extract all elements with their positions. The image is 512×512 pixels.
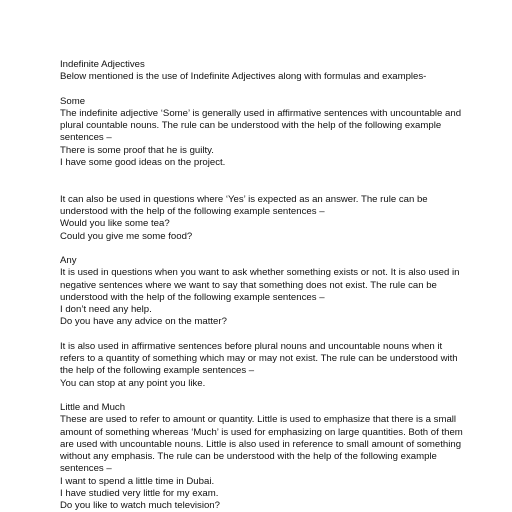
paragraph-line: amount of something whereas ‘Much’ is used for emphasizing on large quantities. Both of them — [60, 427, 463, 438]
example-sentence: Do you have any advice on the matter? — [60, 316, 227, 327]
paragraph-line: plural countable nouns. The rule can be understood with the help of the following example — [60, 120, 442, 131]
example-sentence: I don’t need any help. — [60, 304, 152, 315]
paragraph-line: understood with the help of the following example sentences – — [60, 206, 325, 217]
paragraph-line: It is used in questions when you want to ask whether something exists or not. It is also used in — [60, 267, 460, 278]
paragraph-line: without any emphasis. The rule can be understood with the help of the following example — [60, 451, 437, 462]
paragraph-line: The indefinite adjective ‘Some’ is generally used in affirmative sentences with uncountable and — [60, 108, 462, 119]
paragraph-line: negative sentences where we want to say that something does not exist. The rule can be — [60, 280, 437, 291]
example-sentence: You can stop at any point you like. — [60, 378, 206, 389]
paragraph-line: refers to a quantity of something which may or may not exist. The rule can be understood with — [60, 353, 458, 364]
example-sentence: Do you like to watch much television? — [60, 500, 220, 511]
paragraph-line: It is also used in affirmative sentences before plural nouns and uncountable nouns when it — [60, 341, 443, 352]
example-sentence: There is some proof that he is guilty. — [60, 145, 214, 156]
section-heading-little-much: Little and Much — [60, 402, 126, 413]
paragraph-line: are used with uncountable nouns. Little is also used in reference to small amount of something — [60, 439, 462, 450]
paragraph-line: the help of the following example sentences – — [60, 365, 255, 376]
paragraph-line: These are used to refer to amount or quantity. Little is used to emphasize that there is a small — [60, 414, 457, 425]
example-sentence: Would you like some tea? — [60, 218, 170, 229]
paragraph-line: sentences – — [60, 463, 112, 474]
document-title: Indefinite Adjectives — [60, 59, 145, 70]
paragraph-line: It can also be used in questions where ‘Yes’ is expected as an answer. The rule can be — [60, 194, 428, 205]
section-heading-some: Some — [60, 96, 86, 107]
section-heading-any: Any — [60, 255, 77, 266]
example-sentence: Could you give me some food? — [60, 231, 193, 242]
intro-text: Below mentioned is the use of Indefinite Adjectives along with formulas and examples- — [60, 71, 427, 82]
example-sentence: I have studied very little for my exam. — [60, 488, 219, 499]
example-sentence: I have some good ideas on the project. — [60, 157, 226, 168]
example-sentence: I want to spend a little time in Dubai. — [60, 476, 215, 487]
paragraph-line: understood with the help of the following example sentences – — [60, 292, 325, 303]
paragraph-line: sentences – — [60, 132, 112, 143]
